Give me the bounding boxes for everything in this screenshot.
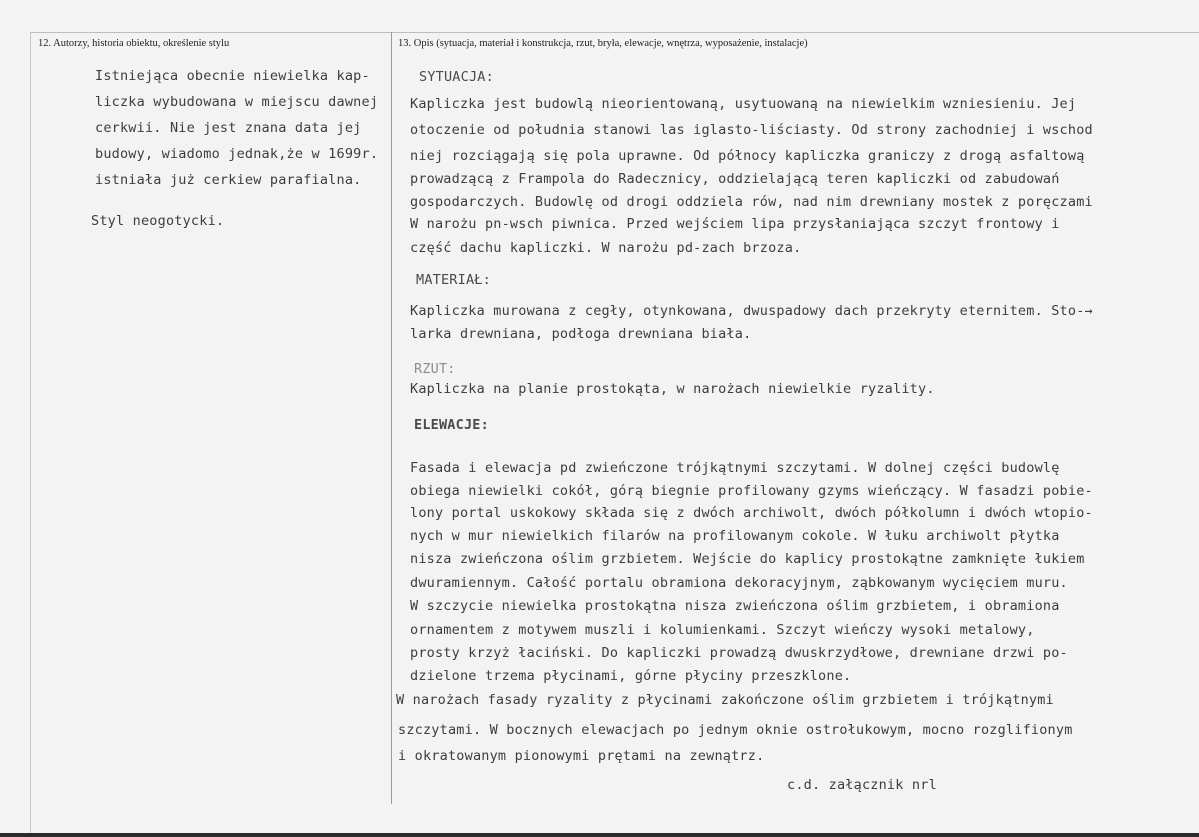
elewacje-line: szczytami. W bocznych elewacjach po jednym oknie ostrołukowym, mocno rozglifionym bbox=[398, 722, 1073, 738]
material-heading: MATERIAŁ: bbox=[416, 272, 491, 288]
top-rule bbox=[30, 32, 1199, 33]
footer-note: c.d. załącznik nrl bbox=[787, 777, 937, 793]
elewacje-line: obiega niewielki cokół, górą biegnie profilowany gzyms wieńczący. W fasadzi pobie- bbox=[410, 483, 1093, 499]
sytuacja-line: Kapliczka jest budowlą nieorientowaną, usytuowaną na niewielkim wzniesieniu. Jej bbox=[410, 96, 1077, 112]
rzut-heading: RZUT: bbox=[414, 361, 456, 377]
elewacje-line: i okratowanym pionowymi prętami na zewnątrz. bbox=[398, 748, 765, 764]
sytuacja-line: niej rozciągają się pola uprawne. Od północy kapliczka graniczy z drogą asfaltową bbox=[410, 148, 1085, 164]
elewacje-line: dzielone trzema płycinami, górne płyciny przeszklone. bbox=[410, 668, 852, 684]
history-line: Istniejąca obecnie niewielka kap- bbox=[95, 68, 370, 84]
field-13-header: 13. Opis (sytuacja, materiał i konstrukcja, rzut, bryła, elewacje, wnętrza, wyposażenie, instalacje) bbox=[398, 38, 808, 49]
elewacje-line: lony portal uskokowy składa się z dwóch archiwolt, dwóch półkolumn i dwóch wtopio- bbox=[410, 505, 1093, 521]
sytuacja-line: prowadzącą z Frampola do Radecznicy, oddzielającą teren kapliczki od zabudowań bbox=[410, 171, 1060, 187]
bottom-edge bbox=[0, 833, 1199, 837]
material-line: larka drewniana, podłoga drewniana biała. bbox=[410, 326, 752, 342]
sytuacja-line: część dachu kapliczki. W narożu pd-zach brzoza. bbox=[410, 240, 802, 256]
sytuacja-line: otoczenie od południa stanowi las iglasto-liściasty. Od strony zachodniej i wschod bbox=[410, 122, 1093, 138]
material-line: Kapliczka murowana z cegły, otynkowana, dwuspadowy dach przekryty eternitem. Sto-→ bbox=[410, 303, 1093, 319]
sytuacja-line: gospodarczych. Budowlę od drogi oddziela rów, nad nim drewniany mostek z poręczami bbox=[410, 194, 1093, 210]
elewacje-heading: ELEWACJE: bbox=[414, 417, 489, 433]
history-line: liczka wybudowana w miejscu dawnej bbox=[95, 94, 379, 110]
rzut-line: Kapliczka na planie prostokąta, w narożach niewielkie ryzality. bbox=[410, 381, 935, 397]
style-statement: Styl neogotycki. bbox=[91, 213, 225, 229]
history-line: budowy, wiadomo jednak,że w 1699r. bbox=[95, 146, 379, 162]
elewacje-line: ornamentem z motywem muszli i kolumienkami. Szczyt wieńczy wysoki metalowy, bbox=[410, 622, 1035, 638]
field-12-header: 12. Autorzy, historia obiektu, określenie stylu bbox=[38, 38, 230, 49]
sytuacja-heading: SYTUACJA: bbox=[419, 69, 494, 85]
left-rule bbox=[30, 32, 31, 837]
history-line: cerkwii. Nie jest znana data jej bbox=[95, 120, 362, 136]
sytuacja-line: W narożu pn-wsch piwnica. Przed wejściem lipa przysłaniająca szczyt frontowy i bbox=[410, 216, 1060, 232]
elewacje-line: dwuramiennym. Całość portalu obramiona dekoracyjnym, ząbkowanym wycięciem muru. bbox=[410, 575, 1068, 591]
elewacje-line: W szczycie niewielka prostokątna nisza zwieńczona oślim grzbietem, i obramiona bbox=[410, 598, 1060, 614]
history-line: istniała już cerkiew parafialna. bbox=[95, 172, 362, 188]
elewacje-line: W narożach fasady ryzality z płycinami zakończone oślim grzbietem i trójkątnymi bbox=[396, 692, 1054, 708]
elewacje-line: Fasada i elewacja pd zwieńczone trójkątnymi szczytami. W dolnej części budowlę bbox=[410, 460, 1060, 476]
elewacje-line: prosty krzyż łaciński. Do kapliczki prowadzą dwuskrzydłowe, drewniane drzwi po- bbox=[410, 645, 1068, 661]
elewacje-line: nisza zwieńczona oślim grzbietem. Wejście do kaplicy prostokątne zamknięte łukiem bbox=[410, 551, 1085, 567]
column-divider bbox=[391, 32, 392, 804]
elewacje-line: nych w mur niewielkich filarów na profilowanym cokole. W łuku archiwolt płytka bbox=[410, 528, 1060, 544]
